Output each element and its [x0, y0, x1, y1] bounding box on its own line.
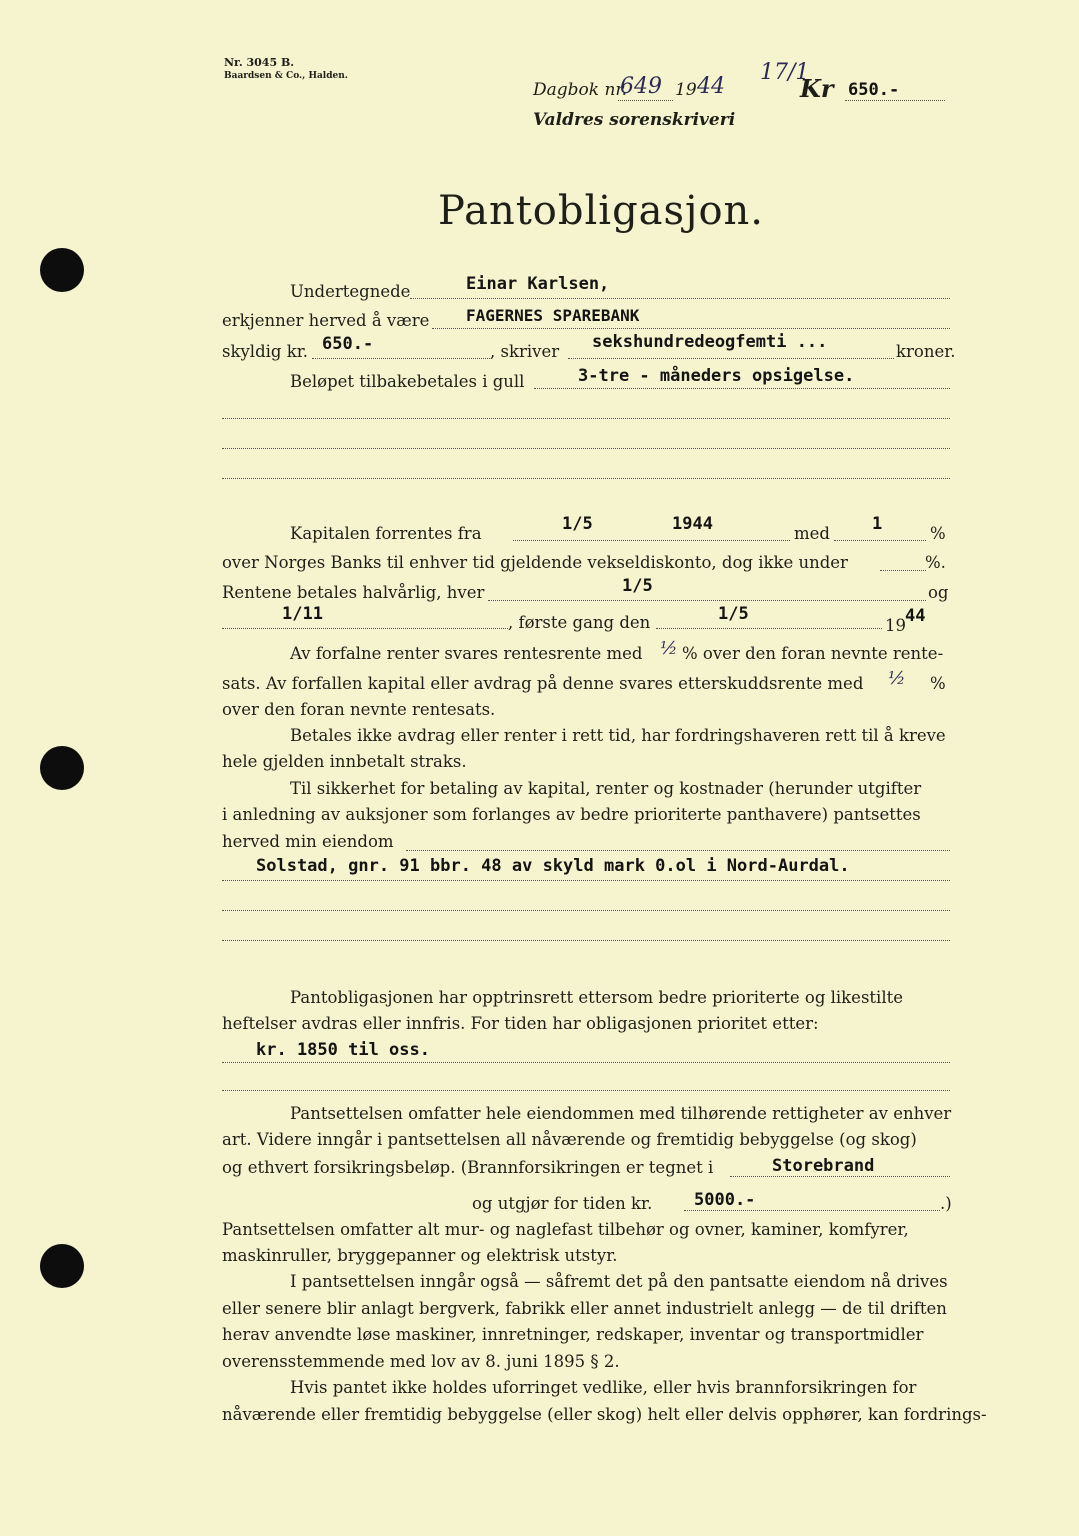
skyldig-value: 650.- [322, 334, 374, 354]
punch-hole-middle [40, 746, 84, 790]
dagbok-number: 649 [620, 74, 662, 99]
med-label: med [794, 524, 830, 543]
kr-label: Kr [800, 74, 834, 103]
repayment-terms: 3-tre - måneders opsigelse. [578, 366, 855, 386]
p7-line2: eller senere blir anlagt bergverk, fabrikk eller annet industrielt anlegg — de til driften [222, 1299, 947, 1318]
belopet-label: Beløpet tilbakebetales i gull [290, 372, 525, 391]
p6-line2: maskinruller, bryggepanner og elektrisk utstyr. [222, 1246, 618, 1265]
erkjenner-label: erkjenner herved å være [222, 311, 430, 330]
interest-from-year: 1944 [672, 514, 713, 534]
first-year: 44 [905, 606, 926, 626]
rentene-label: Rentene betales halvårlig, hver [222, 583, 485, 602]
p5-line4-a: og utgjør for tiden kr. [472, 1194, 653, 1213]
og-label: og [928, 583, 949, 602]
p5-line1: Pantsettelsen omfatter hele eiendommen med tilhørende rettigheter av enhver [290, 1104, 952, 1123]
p1-line2-a: sats. Av forfallen kapital eller avdrag på denne svares etterskuddsrente med [222, 674, 864, 693]
interest-rate: 1 [872, 514, 883, 534]
p1-line2-b: % [930, 674, 946, 693]
year-prefix: 19 [675, 80, 697, 100]
office-name: Valdres sorenskriveri [533, 110, 736, 130]
overdue-rate: ½ [888, 668, 906, 689]
payment-date-2: 1/11 [282, 604, 323, 624]
p7-line1: I pantsettelsen inngår også — såfremt det på den pantsatte eiendom nå drives [290, 1272, 948, 1291]
p8-line2: nåværende eller fremtidig bebyggelse (eller skog) helt eller delvis opphører, kan fordrings- [222, 1405, 987, 1424]
p4-line1: Pantobligasjonen har opptrinsrett ettersom bedre prioriterte og likestilte [290, 988, 903, 1007]
undertegnede-value: Einar Karlsen, [466, 274, 610, 294]
printer-name: Baardsen & Co., Halden. [224, 71, 348, 81]
skyldig-label: skyldig kr. [222, 342, 309, 361]
kroner-label: kroner. [896, 342, 956, 361]
year-value: 44 [697, 74, 725, 99]
form-number: Nr. 3045 B. [224, 56, 295, 69]
p1-line1-a: Av forfalne renter svares rentesrente med [290, 644, 643, 663]
amount-in-words: sekshundredeogfemti ... [592, 332, 828, 352]
p3-line1: Til sikkerhet for betaling av kapital, renter og kostnader (herunder utgifter [290, 779, 922, 798]
p2-line2: hele gjelden innbetalt straks. [222, 752, 467, 771]
p7-line4: overensstemmende med lov av 8. juni 1895 § 2. [222, 1352, 620, 1371]
compound-rate: ½ [660, 638, 678, 659]
undertegnede-label: Undertegnede [290, 282, 411, 301]
insured-amount: 5000.- [694, 1190, 756, 1210]
skriver-label: , skriver [490, 342, 560, 361]
property-description: Solstad, gnr. 91 bbr. 48 av skyld mark 0.ol i Nord-Aurdal. [256, 856, 850, 876]
forste-gang-label: , første gang den [508, 613, 651, 632]
p1-line1-b: % over den foran nevnte rente- [682, 644, 944, 663]
p5-line3-a: og ethvert forsikringsbeløp. (Brannforsikringen er tegnet i [222, 1158, 714, 1177]
kapitalen-label: Kapitalen forrentes fra [290, 524, 482, 543]
percent-sign-2: %. [925, 553, 946, 572]
p4-line2: heftelser avdras eller innfris. For tiden har obligasjonen prioritet etter: [222, 1014, 819, 1033]
percent-sign: % [930, 524, 946, 543]
p5-line4-b: .) [940, 1194, 952, 1213]
payment-date-1: 1/5 [622, 576, 653, 596]
insurer-name: Storebrand [772, 1156, 875, 1176]
p3-line3: herved min eiendom [222, 832, 394, 851]
interest-from-date: 1/5 [562, 514, 593, 534]
p1-line3: over den foran nevnte rentesats. [222, 700, 496, 719]
document-title: Pantobligasjon. [438, 188, 765, 234]
kr-amount: 650.- [848, 80, 900, 100]
priority-text: kr. 1850 til oss. [256, 1040, 430, 1060]
punch-hole-bottom [40, 1244, 84, 1288]
p8-line1: Hvis pantet ikke holdes uforringet vedlike, eller hvis brannforsikringen for [290, 1378, 917, 1397]
p2-line1: Betales ikke avdrag eller renter i rett tid, har fordringshaveren rett til å kreve [290, 726, 946, 745]
p7-line3: herav anvendte løse maskiner, innretninger, redskaper, inventar og transportmidler [222, 1325, 924, 1344]
dagbok-label: Dagbok nr. [533, 80, 628, 100]
first-year-prefix: 19 [885, 616, 906, 635]
first-payment-date: 1/5 [718, 604, 749, 624]
creditor-name: FAGERNES SPAREBANK [466, 306, 640, 325]
over-norges-bank-text: over Norges Banks til enhver tid gjeldende vekseldiskonto, dog ikke under [222, 553, 848, 572]
date-handwritten: 17/1 [760, 60, 810, 85]
p3-line2: i anledning av auksjoner som forlanges av bedre prioriterte panthavere) pantsettes [222, 805, 921, 824]
p6-line1: Pantsettelsen omfatter alt mur- og naglefast tilbehør og ovner, kaminer, komfyrer, [222, 1220, 909, 1239]
punch-hole-top [40, 248, 84, 292]
p5-line2: art. Videre inngår i pantsettelsen all nåværende og fremtidig bebyggelse (og skog) [222, 1130, 917, 1149]
